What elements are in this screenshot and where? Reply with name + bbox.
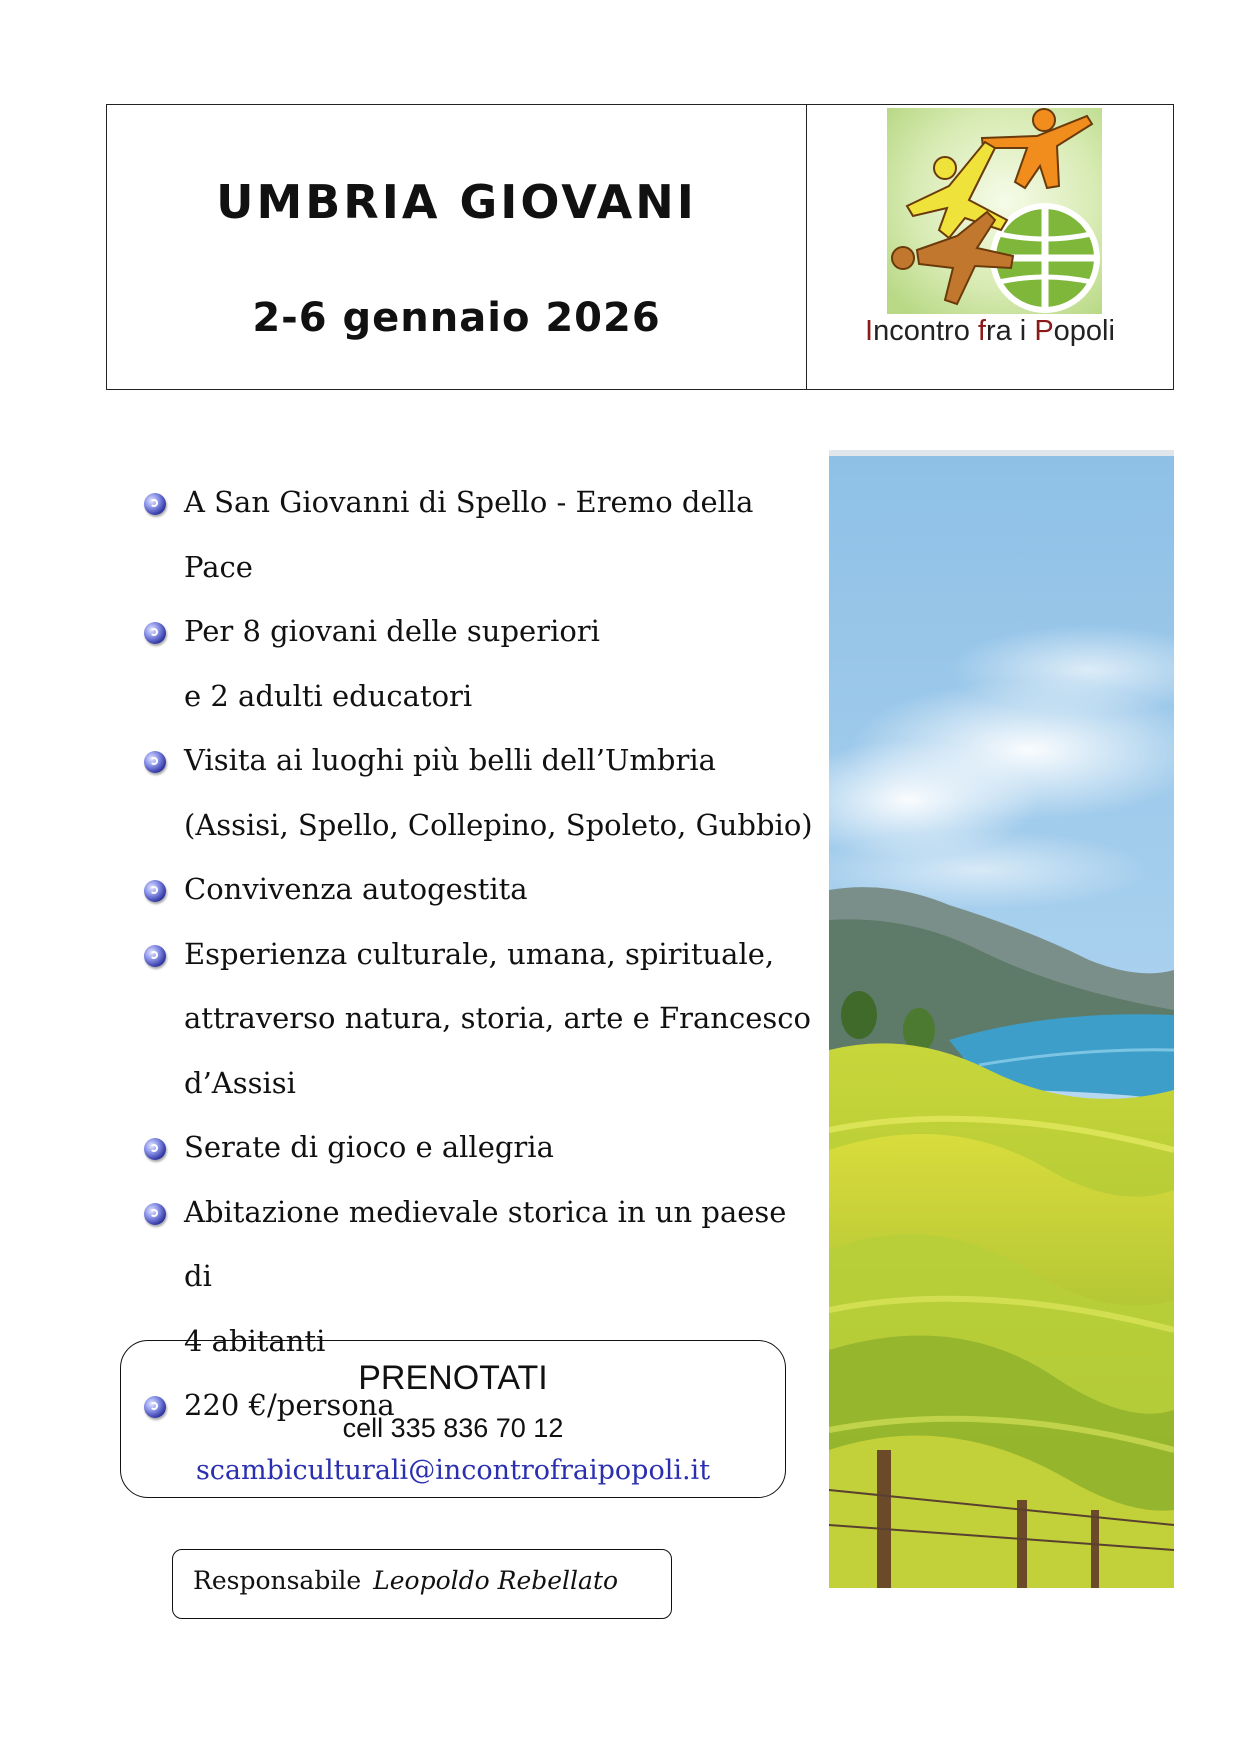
logo-text-part: opoli bbox=[1053, 315, 1115, 347]
spiral-bullet-icon bbox=[144, 1138, 166, 1160]
list-item-line: (Assisi, Spello, Collepino, Spoleto, Gubbio) bbox=[184, 807, 813, 842]
landscape-painting bbox=[829, 450, 1174, 1588]
list-item bbox=[140, 599, 820, 728]
list-item-line: Convivenza autogestita bbox=[184, 872, 528, 906]
spiral-bullet-icon bbox=[144, 1203, 166, 1225]
list-item bbox=[140, 922, 820, 1116]
responsible-box bbox=[172, 1549, 672, 1619]
list-item bbox=[140, 1115, 820, 1180]
booking-title: PRENOTATI bbox=[358, 1359, 548, 1397]
logo-accent-letter: I bbox=[865, 315, 874, 347]
list-item-line: 4 abitanti bbox=[184, 1323, 326, 1358]
info-list bbox=[140, 470, 820, 1438]
list-item-line: Serate di gioco e allegria bbox=[184, 1130, 554, 1164]
logo-text-part: ra i bbox=[985, 315, 1035, 347]
email-link[interactable]: scambiculturali@incontrofraipopoli.it bbox=[195, 1455, 711, 1486]
phone-number: cell 335 836 70 12 bbox=[342, 1413, 564, 1443]
logo-accent-letter: f bbox=[977, 315, 986, 347]
list-item-line: Abitazione medievale storica in un paese di bbox=[184, 1194, 787, 1293]
list-item bbox=[140, 470, 820, 599]
logo-text bbox=[807, 315, 1173, 348]
spiral-bullet-icon bbox=[144, 945, 166, 967]
spiral-bullet-icon bbox=[144, 493, 166, 515]
spiral-bullet-icon bbox=[144, 880, 166, 902]
list-item bbox=[140, 728, 820, 857]
list-item-line: e 2 adulti educatori bbox=[184, 678, 473, 713]
header-title-cell bbox=[107, 105, 807, 389]
list-item-line: A San Giovanni di Spello - Eremo della Pace bbox=[184, 485, 754, 584]
page-title: UMBRIA GIOVANI bbox=[216, 175, 697, 229]
event-dates: 2-6 gennaio 2026 bbox=[252, 295, 661, 341]
list-item-line: Per 8 giovani delle superiori bbox=[184, 614, 600, 648]
responsible-name: Leopoldo Rebellato bbox=[373, 1566, 619, 1595]
logo bbox=[807, 105, 1173, 389]
header-box bbox=[106, 104, 1174, 390]
list-item bbox=[140, 857, 820, 922]
responsible-label: Responsabile bbox=[193, 1566, 362, 1595]
list-item-line: Esperienza culturale, umana, spirituale, bbox=[184, 936, 775, 971]
list-item-line: 220 €/persona bbox=[184, 1388, 395, 1422]
responsible-line bbox=[193, 1566, 618, 1595]
logo-text-part: ncontro bbox=[873, 315, 978, 347]
booking-box bbox=[120, 1340, 786, 1498]
list-item-line: attraverso natura, storia, arte e Francesco bbox=[184, 1001, 811, 1035]
spiral-bullet-icon bbox=[144, 622, 166, 644]
logo-accent-letter: P bbox=[1034, 315, 1054, 347]
list-item-line: Visita ai luoghi più belli dell’Umbria bbox=[184, 743, 716, 777]
spiral-bullet-icon bbox=[144, 751, 166, 773]
logo-graphic-icon bbox=[887, 108, 1102, 314]
list-item-line: d’Assisi bbox=[184, 1065, 296, 1100]
